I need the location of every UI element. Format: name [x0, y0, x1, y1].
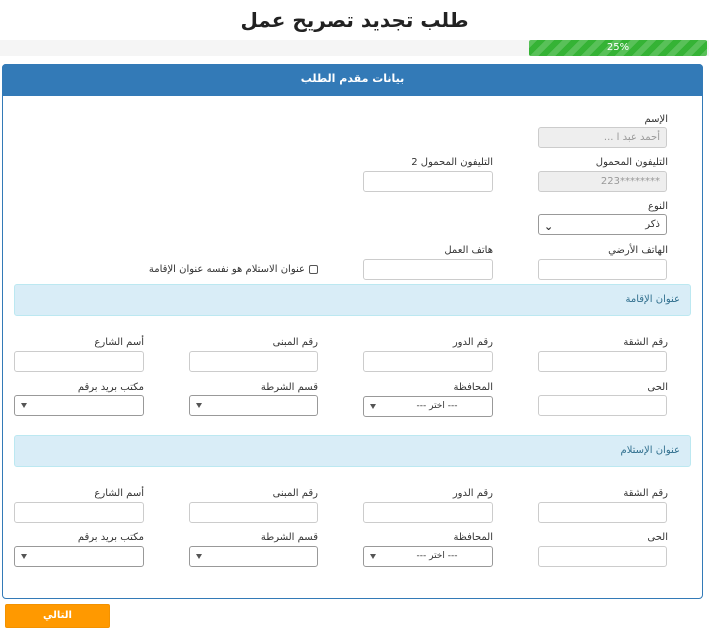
caret-down-icon	[370, 554, 376, 559]
res-building-label: رقم المبنى	[272, 337, 318, 348]
res-police-label: قسم الشرطة	[260, 382, 318, 393]
res-apartment-field[interactable]	[538, 351, 667, 372]
del-street-label: أسم الشارع	[94, 488, 144, 499]
res-building-field[interactable]	[189, 351, 318, 372]
same-address-label: عنوان الاستلام هو نفسه عنوان الإقامة	[148, 264, 305, 275]
del-governorate-placeholder: --- اختر ---	[416, 551, 458, 561]
next-button[interactable]: التالي	[5, 604, 110, 628]
del-floor-label: رقم الدور	[452, 488, 493, 499]
del-street-field[interactable]	[14, 502, 144, 523]
landline-label: الهاتف الأرضي	[608, 245, 668, 256]
res-apartment-label: رقم الشقة	[623, 337, 668, 348]
gender-select[interactable]	[538, 214, 667, 235]
del-district-label: الحى	[647, 532, 668, 543]
name-label: الإسم	[644, 114, 668, 125]
name-field[interactable]: أحمد عبد ا ...	[538, 127, 667, 148]
res-governorate-label: المحافظة	[453, 382, 493, 393]
gender-value: ذكر	[645, 219, 660, 230]
res-street-field[interactable]	[14, 351, 144, 372]
res-district-field[interactable]	[538, 395, 667, 416]
res-floor-label: رقم الدور	[452, 337, 493, 348]
del-police-label: قسم الشرطة	[260, 532, 318, 543]
same-address-checkbox[interactable]	[309, 265, 318, 274]
res-police-select[interactable]	[189, 395, 318, 416]
mobile2-field[interactable]	[363, 171, 493, 192]
del-floor-field[interactable]	[363, 502, 493, 523]
res-post-office-select[interactable]	[14, 395, 144, 416]
res-governorate-select[interactable]	[363, 396, 493, 417]
page-title: طلب تجديد تصريح عمل	[240, 8, 469, 32]
caret-down-icon	[196, 403, 202, 408]
work-phone-label: هاتف العمل	[444, 245, 493, 256]
res-street-label: أسم الشارع	[94, 337, 144, 348]
del-post-office-label: مكتب بريد برقم	[77, 532, 144, 543]
gender-label: النوع	[648, 201, 668, 212]
work-phone-field[interactable]	[363, 259, 493, 280]
res-floor-field[interactable]	[363, 351, 493, 372]
del-apartment-field[interactable]	[538, 502, 667, 523]
del-district-field[interactable]	[538, 546, 667, 567]
del-post-office-select[interactable]	[14, 546, 144, 567]
del-building-label: رقم المبنى	[272, 488, 318, 499]
caret-down-icon	[21, 403, 27, 408]
res-post-office-label: مكتب بريد برقم	[77, 382, 144, 393]
caret-down-icon	[370, 404, 376, 409]
del-police-select[interactable]	[189, 546, 318, 567]
caret-down-icon	[21, 554, 27, 559]
res-district-label: الحى	[647, 382, 668, 393]
residence-section-header: عنوان الإقامة	[14, 284, 691, 316]
del-governorate-label: المحافظة	[453, 532, 493, 543]
caret-down-icon	[196, 554, 202, 559]
mobile-field[interactable]: ********223	[538, 171, 667, 192]
mobile-label: التليفون المحمول	[595, 157, 668, 168]
del-building-field[interactable]	[189, 502, 318, 523]
mobile2-label: التليفون المحمول 2	[411, 157, 493, 168]
chevron-down-icon: ⌄	[544, 220, 554, 233]
res-governorate-placeholder: --- اختر ---	[416, 401, 458, 411]
landline-field[interactable]	[538, 259, 667, 280]
del-apartment-label: رقم الشقة	[623, 488, 668, 499]
progress-bar: 25%	[529, 40, 707, 56]
panel-heading: بيانات مقدم الطلب	[2, 64, 703, 96]
del-governorate-select[interactable]	[363, 546, 493, 567]
delivery-section-header: عنوان الإستلام	[14, 435, 691, 467]
